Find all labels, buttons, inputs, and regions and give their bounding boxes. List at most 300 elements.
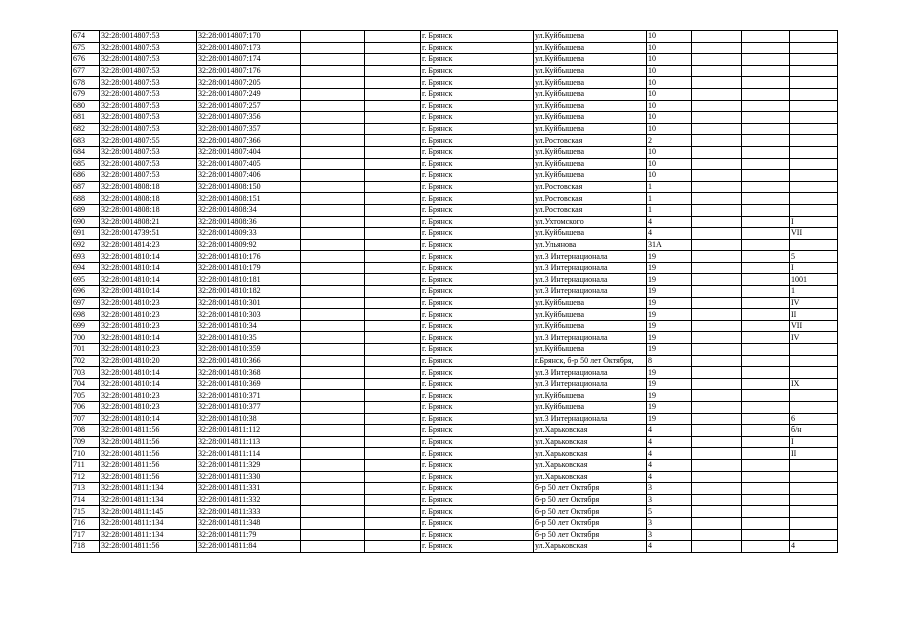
blank-cell-cell: [742, 471, 790, 483]
blank-cell-cell: [301, 100, 365, 112]
blank-cell-cell: [692, 367, 742, 379]
cadastral-number-cell: 32:28:0014810:366: [197, 355, 301, 367]
blank-cell-cell: [692, 146, 742, 158]
parent-cadastral-number-cell: 32:28:0014807:53: [100, 100, 197, 112]
blank-cell-cell: [742, 517, 790, 529]
table-row: [72, 193, 838, 205]
row-number-cell: 706: [72, 402, 100, 414]
street-cell: ул.Куйбышева: [534, 158, 647, 170]
blank-cell-cell: [742, 297, 790, 309]
city-cell: г. Брянск: [421, 146, 534, 158]
cadastral-number-cell: 32:28:0014811:329: [197, 459, 301, 471]
house-number-cell: 19: [647, 402, 692, 414]
blank-cell-cell: [301, 390, 365, 402]
house-number-cell: 4: [647, 228, 692, 240]
cadastral-number-cell: 32:28:0014810:182: [197, 286, 301, 298]
city-cell: г. Брянск: [421, 204, 534, 216]
blank-cell-cell: [365, 42, 421, 54]
table-row: [72, 100, 838, 112]
blank-cell-cell: [301, 297, 365, 309]
blank-cell-cell: [692, 309, 742, 321]
blank-cell-cell: [301, 517, 365, 529]
row-number-cell: 699: [72, 320, 100, 332]
house-number-cell: 19: [647, 320, 692, 332]
table-row: [72, 42, 838, 54]
property-register-table: [71, 30, 838, 553]
row-number-cell: 678: [72, 77, 100, 89]
blank-cell-cell: [742, 262, 790, 274]
blank-cell-cell: [365, 193, 421, 205]
cadastral-number-cell: 32:28:0014807:249: [197, 88, 301, 100]
blank-cell-cell: [365, 390, 421, 402]
blank-cell-cell: [742, 146, 790, 158]
street-cell: б-р 50 лет Октября: [534, 483, 647, 495]
row-number-cell: 714: [72, 494, 100, 506]
city-cell: г. Брянск: [421, 251, 534, 263]
row-number-cell: 692: [72, 239, 100, 251]
blank-cell-cell: [692, 123, 742, 135]
parent-cadastral-number-cell: 32:28:0014810:14: [100, 262, 197, 274]
blank-cell-cell: [692, 158, 742, 170]
city-cell: г. Брянск: [421, 506, 534, 518]
house-number-cell: 19: [647, 332, 692, 344]
parent-cadastral-number-cell: 32:28:0014807:53: [100, 158, 197, 170]
row-number-cell: 682: [72, 123, 100, 135]
blank-cell-cell: [301, 42, 365, 54]
parent-cadastral-number-cell: 32:28:0014811:134: [100, 517, 197, 529]
house-number-cell: 5: [647, 506, 692, 518]
house-number-cell: 10: [647, 112, 692, 124]
cadastral-number-cell: 32:28:0014807:366: [197, 135, 301, 147]
blank-cell-cell: [692, 228, 742, 240]
house-number-cell: 4: [647, 425, 692, 437]
cadastral-number-cell: 32:28:0014810:38: [197, 413, 301, 425]
parent-cadastral-number-cell: 32:28:0014807:53: [100, 77, 197, 89]
cadastral-number-cell: 32:28:0014810:359: [197, 344, 301, 356]
blank-cell-cell: [365, 494, 421, 506]
table-row: [72, 228, 838, 240]
blank-cell-cell: [742, 123, 790, 135]
blank-cell-cell: [365, 344, 421, 356]
street-cell: ул.Куйбышева: [534, 170, 647, 182]
house-number-cell: 19: [647, 297, 692, 309]
blank-cell-cell: [742, 193, 790, 205]
street-cell: ул.Харьковская: [534, 425, 647, 437]
blank-cell-cell: [692, 100, 742, 112]
parent-cadastral-number-cell: 32:28:0014810:23: [100, 390, 197, 402]
blank-cell-cell: [365, 402, 421, 414]
blank-cell-cell: [692, 31, 742, 43]
blank-cell-cell: [365, 517, 421, 529]
street-cell: ул.Куйбышева: [534, 402, 647, 414]
blank-cell-cell: [692, 77, 742, 89]
blank-cell-cell: [742, 170, 790, 182]
city-cell: г. Брянск: [421, 436, 534, 448]
table-row: [72, 517, 838, 529]
house-number-cell: 3: [647, 529, 692, 541]
parent-cadastral-number-cell: 32:28:0014808:18: [100, 204, 197, 216]
house-number-cell: 3: [647, 517, 692, 529]
house-number-cell: 19: [647, 262, 692, 274]
table-row: [72, 506, 838, 518]
parent-cadastral-number-cell: 32:28:0014811:134: [100, 483, 197, 495]
blank-cell-cell: [365, 367, 421, 379]
row-number-cell: 698: [72, 309, 100, 321]
parent-cadastral-number-cell: 32:28:0014810:23: [100, 297, 197, 309]
blank-cell-cell: [301, 31, 365, 43]
blank-cell-cell: [365, 251, 421, 263]
house-number-cell: 10: [647, 77, 692, 89]
blank-cell-cell: [742, 31, 790, 43]
table-row: [72, 541, 838, 553]
table-row: [72, 262, 838, 274]
parent-cadastral-number-cell: 32:28:0014810:20: [100, 355, 197, 367]
table-row: [72, 123, 838, 135]
city-cell: г. Брянск: [421, 459, 534, 471]
row-number-cell: 677: [72, 65, 100, 77]
street-cell: ул.3 Интернационала: [534, 286, 647, 298]
table-row: [72, 355, 838, 367]
row-number-cell: 702: [72, 355, 100, 367]
premises-number-cell: 1: [790, 286, 838, 298]
parent-cadastral-number-cell: 32:28:0014810:23: [100, 309, 197, 321]
blank-cell-cell: [742, 448, 790, 460]
blank-cell-cell: [692, 135, 742, 147]
row-number-cell: 693: [72, 251, 100, 263]
blank-cell-cell: [692, 425, 742, 437]
premises-number-cell: [790, 517, 838, 529]
blank-cell-cell: [301, 355, 365, 367]
blank-cell-cell: [742, 112, 790, 124]
blank-cell-cell: [742, 135, 790, 147]
street-cell: ул.Ростовская: [534, 193, 647, 205]
table-row: [72, 158, 838, 170]
house-number-cell: 10: [647, 100, 692, 112]
blank-cell-cell: [365, 529, 421, 541]
city-cell: г. Брянск: [421, 402, 534, 414]
blank-cell-cell: [301, 274, 365, 286]
parent-cadastral-number-cell: 32:28:0014810:14: [100, 413, 197, 425]
house-number-cell: 10: [647, 54, 692, 66]
row-number-cell: 705: [72, 390, 100, 402]
street-cell: б-р 50 лет Октября: [534, 529, 647, 541]
city-cell: г. Брянск: [421, 123, 534, 135]
blank-cell-cell: [301, 54, 365, 66]
parent-cadastral-number-cell: 32:28:0014811:56: [100, 436, 197, 448]
blank-cell-cell: [742, 483, 790, 495]
blank-cell-cell: [301, 436, 365, 448]
house-number-cell: 10: [647, 158, 692, 170]
blank-cell-cell: [365, 112, 421, 124]
blank-cell-cell: [742, 402, 790, 414]
premises-number-cell: IX: [790, 378, 838, 390]
street-cell: ул.Куйбышева: [534, 297, 647, 309]
city-cell: г. Брянск: [421, 413, 534, 425]
table-row: [72, 309, 838, 321]
house-number-cell: 1: [647, 204, 692, 216]
blank-cell-cell: [742, 378, 790, 390]
cadastral-number-cell: 32:28:0014810:377: [197, 402, 301, 414]
row-number-cell: 718: [72, 541, 100, 553]
row-number-cell: 713: [72, 483, 100, 495]
premises-number-cell: I: [790, 216, 838, 228]
row-number-cell: 680: [72, 100, 100, 112]
table-row: [72, 344, 838, 356]
premises-number-cell: [790, 355, 838, 367]
row-number-cell: 700: [72, 332, 100, 344]
table-row: [72, 31, 838, 43]
table-row: [72, 146, 838, 158]
blank-cell-cell: [301, 320, 365, 332]
premises-number-cell: I: [790, 436, 838, 448]
blank-cell-cell: [692, 448, 742, 460]
house-number-cell: 4: [647, 471, 692, 483]
blank-cell-cell: [301, 344, 365, 356]
cadastral-number-cell: 32:28:0014807:356: [197, 112, 301, 124]
blank-cell-cell: [365, 459, 421, 471]
city-cell: г. Брянск: [421, 170, 534, 182]
city-cell: г. Брянск: [421, 262, 534, 274]
parent-cadastral-number-cell: 32:28:0014811:134: [100, 494, 197, 506]
premises-number-cell: [790, 123, 838, 135]
city-cell: г. Брянск: [421, 54, 534, 66]
table-row: [72, 436, 838, 448]
house-number-cell: 4: [647, 436, 692, 448]
row-number-cell: 689: [72, 204, 100, 216]
cadastral-number-cell: 32:28:0014811:333: [197, 506, 301, 518]
cadastral-number-cell: 32:28:0014808:150: [197, 181, 301, 193]
table-row: [72, 274, 838, 286]
house-number-cell: 19: [647, 286, 692, 298]
table-row: [72, 471, 838, 483]
blank-cell-cell: [742, 228, 790, 240]
street-cell: ул.3 Интернационала: [534, 274, 647, 286]
blank-cell-cell: [692, 274, 742, 286]
row-number-cell: 687: [72, 181, 100, 193]
blank-cell-cell: [365, 471, 421, 483]
premises-number-cell: [790, 529, 838, 541]
blank-cell-cell: [742, 425, 790, 437]
cadastral-number-cell: 32:28:0014807:404: [197, 146, 301, 158]
blank-cell-cell: [692, 529, 742, 541]
street-cell: ул.Куйбышева: [534, 88, 647, 100]
cadastral-number-cell: 32:28:0014810:179: [197, 262, 301, 274]
blank-cell-cell: [692, 204, 742, 216]
city-cell: г. Брянск: [421, 320, 534, 332]
house-number-cell: 19: [647, 344, 692, 356]
city-cell: г. Брянск: [421, 65, 534, 77]
blank-cell-cell: [301, 506, 365, 518]
blank-cell-cell: [365, 204, 421, 216]
blank-cell-cell: [301, 529, 365, 541]
premises-number-cell: 6: [790, 413, 838, 425]
city-cell: г. Брянск: [421, 448, 534, 460]
parent-cadastral-number-cell: 32:28:0014810:14: [100, 378, 197, 390]
street-cell: ул.Куйбышева: [534, 54, 647, 66]
table-row: [72, 88, 838, 100]
house-number-cell: 3: [647, 494, 692, 506]
blank-cell-cell: [301, 448, 365, 460]
house-number-cell: 19: [647, 251, 692, 263]
blank-cell-cell: [692, 506, 742, 518]
blank-cell-cell: [365, 100, 421, 112]
city-cell: г. Брянск: [421, 181, 534, 193]
house-number-cell: 19: [647, 309, 692, 321]
street-cell: ул.Ростовская: [534, 135, 647, 147]
cadastral-number-cell: 32:28:0014807:257: [197, 100, 301, 112]
blank-cell-cell: [365, 31, 421, 43]
street-cell: ул.3 Интернационала: [534, 413, 647, 425]
city-cell: г. Брянск: [421, 228, 534, 240]
parent-cadastral-number-cell: 32:28:0014807:53: [100, 170, 197, 182]
house-number-cell: 19: [647, 390, 692, 402]
cadastral-number-cell: 32:28:0014807:406: [197, 170, 301, 182]
house-number-cell: 1: [647, 181, 692, 193]
cadastral-number-cell: 32:28:0014807:174: [197, 54, 301, 66]
blank-cell-cell: [365, 88, 421, 100]
premises-number-cell: [790, 42, 838, 54]
table-row: [72, 170, 838, 182]
house-number-cell: 10: [647, 170, 692, 182]
premises-number-cell: [790, 65, 838, 77]
city-cell: г. Брянск: [421, 425, 534, 437]
blank-cell-cell: [742, 413, 790, 425]
premises-number-cell: [790, 181, 838, 193]
house-number-cell: 10: [647, 65, 692, 77]
parent-cadastral-number-cell: 32:28:0014810:23: [100, 402, 197, 414]
table-row: [72, 483, 838, 495]
blank-cell-cell: [692, 239, 742, 251]
blank-cell-cell: [692, 517, 742, 529]
blank-cell-cell: [365, 483, 421, 495]
blank-cell-cell: [692, 355, 742, 367]
parent-cadastral-number-cell: 32:28:0014807:53: [100, 123, 197, 135]
parent-cadastral-number-cell: 32:28:0014807:55: [100, 135, 197, 147]
blank-cell-cell: [742, 204, 790, 216]
cadastral-number-cell: 32:28:0014807:176: [197, 65, 301, 77]
cadastral-number-cell: 32:28:0014808:36: [197, 216, 301, 228]
row-number-cell: 697: [72, 297, 100, 309]
city-cell: г. Брянск: [421, 355, 534, 367]
house-number-cell: 10: [647, 123, 692, 135]
table-body: [72, 31, 838, 553]
blank-cell-cell: [365, 65, 421, 77]
row-number-cell: 703: [72, 367, 100, 379]
blank-cell-cell: [742, 239, 790, 251]
cadastral-number-cell: 32:28:0014810:369: [197, 378, 301, 390]
parent-cadastral-number-cell: 32:28:0014810:14: [100, 367, 197, 379]
blank-cell-cell: [301, 77, 365, 89]
blank-cell-cell: [301, 378, 365, 390]
row-number-cell: 708: [72, 425, 100, 437]
blank-cell-cell: [692, 494, 742, 506]
city-cell: г. Брянск: [421, 42, 534, 54]
blank-cell-cell: [742, 216, 790, 228]
blank-cell-cell: [301, 158, 365, 170]
street-cell: ул.Куйбышева: [534, 42, 647, 54]
table-row: [72, 413, 838, 425]
parent-cadastral-number-cell: 32:28:0014808:18: [100, 193, 197, 205]
cadastral-number-cell: 32:28:0014807:357: [197, 123, 301, 135]
blank-cell-cell: [692, 251, 742, 263]
city-cell: г. Брянск: [421, 88, 534, 100]
city-cell: г. Брянск: [421, 216, 534, 228]
street-cell: ул.Куйбышева: [534, 123, 647, 135]
parent-cadastral-number-cell: 32:28:0014807:53: [100, 42, 197, 54]
blank-cell-cell: [365, 297, 421, 309]
blank-cell-cell: [301, 239, 365, 251]
parent-cadastral-number-cell: 32:28:0014807:53: [100, 54, 197, 66]
blank-cell-cell: [301, 332, 365, 344]
cadastral-number-cell: 32:28:0014810:35: [197, 332, 301, 344]
row-number-cell: 683: [72, 135, 100, 147]
house-number-cell: 31А: [647, 239, 692, 251]
row-number-cell: 715: [72, 506, 100, 518]
city-cell: г. Брянск: [421, 274, 534, 286]
city-cell: г. Брянск: [421, 239, 534, 251]
parent-cadastral-number-cell: 32:28:0014810:14: [100, 274, 197, 286]
parent-cadastral-number-cell: 32:28:0014810:14: [100, 251, 197, 263]
blank-cell-cell: [692, 541, 742, 553]
table-row: [72, 54, 838, 66]
city-cell: г. Брянск: [421, 286, 534, 298]
cadastral-number-cell: 32:28:0014811:114: [197, 448, 301, 460]
cadastral-number-cell: 32:28:0014810:181: [197, 274, 301, 286]
blank-cell-cell: [692, 297, 742, 309]
house-number-cell: 19: [647, 378, 692, 390]
blank-cell-cell: [301, 65, 365, 77]
house-number-cell: 3: [647, 483, 692, 495]
blank-cell-cell: [365, 436, 421, 448]
city-cell: г. Брянск: [421, 135, 534, 147]
premises-number-cell: [790, 135, 838, 147]
premises-number-cell: [790, 77, 838, 89]
city-cell: г. Брянск: [421, 309, 534, 321]
row-number-cell: 710: [72, 448, 100, 460]
blank-cell-cell: [301, 262, 365, 274]
parent-cadastral-number-cell: 32:28:0014807:53: [100, 65, 197, 77]
row-number-cell: 690: [72, 216, 100, 228]
parent-cadastral-number-cell: 32:28:0014811:56: [100, 459, 197, 471]
row-number-cell: 696: [72, 286, 100, 298]
table-row: [72, 448, 838, 460]
blank-cell-cell: [365, 378, 421, 390]
blank-cell-cell: [692, 54, 742, 66]
parent-cadastral-number-cell: 32:28:0014811:56: [100, 471, 197, 483]
blank-cell-cell: [692, 216, 742, 228]
parent-cadastral-number-cell: 32:28:0014811:145: [100, 506, 197, 518]
blank-cell-cell: [692, 181, 742, 193]
row-number-cell: 711: [72, 459, 100, 471]
table-row: [72, 135, 838, 147]
street-cell: б-р 50 лет Октября: [534, 506, 647, 518]
premises-number-cell: II: [790, 448, 838, 460]
blank-cell-cell: [365, 228, 421, 240]
cadastral-number-cell: 32:28:0014811:112: [197, 425, 301, 437]
house-number-cell: 1: [647, 193, 692, 205]
city-cell: г. Брянск: [421, 158, 534, 170]
blank-cell-cell: [301, 367, 365, 379]
blank-cell-cell: [692, 88, 742, 100]
city-cell: г. Брянск: [421, 378, 534, 390]
premises-number-cell: 4: [790, 541, 838, 553]
city-cell: г. Брянск: [421, 297, 534, 309]
premises-number-cell: [790, 193, 838, 205]
street-cell: ул.Куйбышева: [534, 31, 647, 43]
row-number-cell: 716: [72, 517, 100, 529]
street-cell: ул.Ростовская: [534, 204, 647, 216]
blank-cell-cell: [365, 448, 421, 460]
